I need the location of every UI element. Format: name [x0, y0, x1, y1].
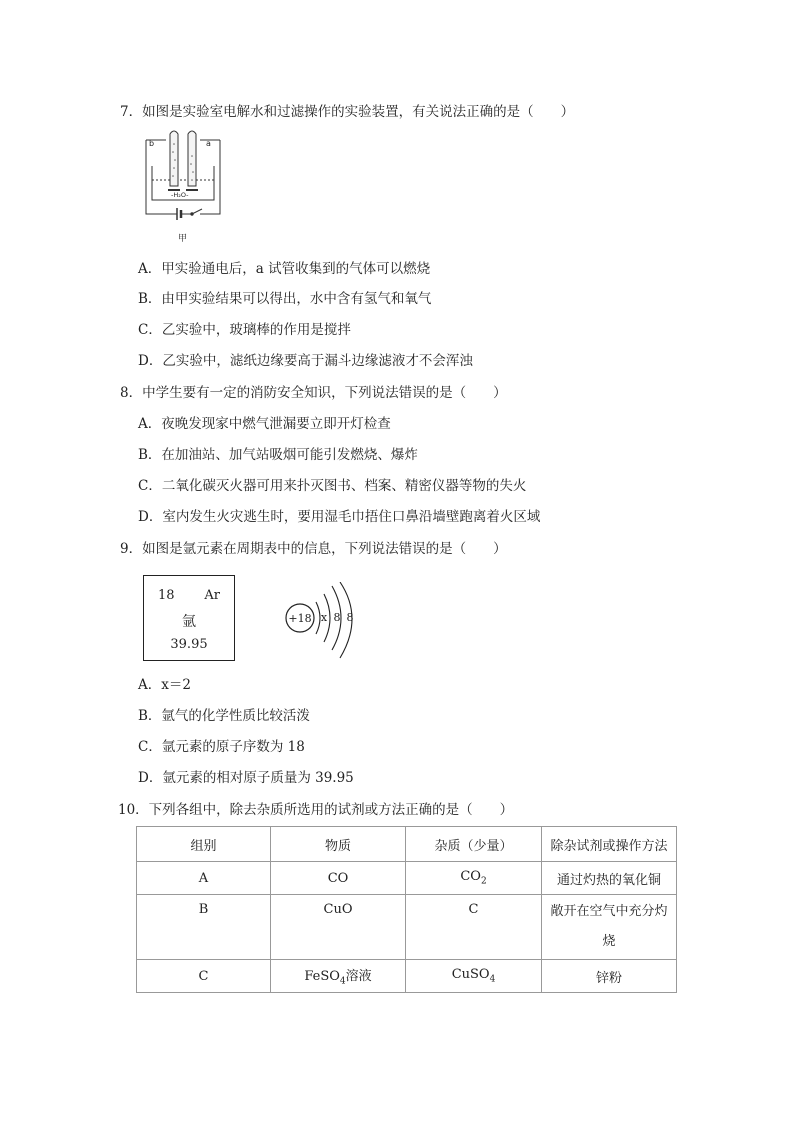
table-cell-group: A [137, 862, 271, 895]
atomic-number: 18 [158, 588, 175, 603]
q8-option-a[interactable]: A．夜晚发现家中燃气泄漏要立即开灯检查 [138, 416, 391, 432]
element-symbol: Ar [204, 588, 220, 603]
q8-stem: 8．中学生要有一定的消防安全知识，下列说法错误的是（ ） [120, 385, 507, 401]
q7-option-b[interactable]: B．由甲实验结果可以得出，水中含有氢气和氧气 [138, 291, 432, 307]
formula-tail: 溶液 [345, 969, 372, 985]
shell-1-electrons: x [320, 611, 328, 624]
figure-jia-label: 甲 [178, 234, 188, 244]
impurity-removal-table [136, 826, 677, 993]
table-header: 组别 [137, 827, 271, 862]
table-row [137, 960, 677, 993]
shell-3-electrons: 8 [346, 611, 354, 624]
q9-option-a[interactable]: A．x＝2 [138, 677, 191, 693]
table-cell-impurity [406, 895, 542, 960]
formula-base: CO [460, 869, 481, 885]
formula-subscript: 4 [339, 976, 346, 987]
table-cell-substance: CO [271, 862, 406, 895]
table-cell-method: 锌粉 [542, 960, 677, 993]
formula-base: CuSO [451, 967, 490, 983]
formula-subscript: 4 [489, 974, 496, 985]
table-row [137, 895, 677, 960]
table-cell-impurity [406, 960, 542, 993]
shell-2-electrons: 8 [333, 611, 341, 624]
water-label: -H₂O- [171, 191, 189, 199]
cell-text: B [198, 902, 209, 917]
tube-a-label: a [206, 139, 211, 148]
table-cell-substance [271, 895, 406, 960]
atomic-mass: 39.95 [170, 637, 208, 652]
cell-text: CuO [323, 902, 353, 917]
table-header-row [137, 827, 677, 862]
q8-option-d[interactable]: D．室内发生火灾逃生时，要用湿毛巾捂住口鼻沿墙壁跑离着火区域 [138, 509, 541, 525]
q7-option-c[interactable]: C．乙实验中，玻璃棒的作用是搅拌 [138, 322, 351, 338]
q8-option-c[interactable]: C．二氧化碳灭火器可用来扑灭图书、档案、精密仪器等物的失火 [138, 478, 527, 494]
table-cell-method: 通过灼热的氧化铜 [542, 862, 677, 895]
nucleus-charge: +18 [288, 612, 312, 625]
cell-text: C [468, 902, 479, 917]
table-header: 物质 [271, 827, 406, 862]
table-cell-substance [271, 960, 406, 993]
q10-stem: 10．下列各组中，除去杂质所选用的试剂或方法正确的是（ ） [118, 802, 514, 818]
q9-option-d[interactable]: D．氩元素的相对原子质量为 39.95 [138, 770, 354, 786]
tube-b-label: b [149, 139, 155, 148]
q7-option-d[interactable]: D．乙实验中，滤纸边缘要高于漏斗边缘滤液才不会浑浊 [138, 353, 473, 369]
table-row [137, 862, 677, 895]
table-cell-group [137, 895, 271, 960]
q7-option-a[interactable]: A．甲实验通电后，a 试管收集到的气体可以燃烧 [138, 261, 431, 277]
table-header: 杂质（少量） [406, 827, 542, 862]
formula-subscript: 2 [480, 876, 487, 887]
formula-base: FeSO [304, 969, 340, 985]
element-name: 氩 [182, 614, 196, 630]
table-header: 除杂试剂或操作方法 [542, 827, 677, 862]
q9-option-c[interactable]: C．氩元素的原子序数为 18 [138, 739, 305, 755]
periodic-table-cell [143, 575, 235, 661]
table-cell-group: C [137, 960, 271, 993]
q9-option-b[interactable]: B．氩气的化学性质比较活泼 [138, 708, 310, 724]
electrolysis-apparatus-figure [140, 126, 230, 246]
table-cell-impurity [406, 862, 542, 895]
table-cell-method [542, 895, 677, 960]
atomic-structure-diagram [282, 582, 362, 662]
q7-stem: 7．如图是实验室电解水和过滤操作的实验装置，有关说法正确的是（ ） [120, 104, 575, 120]
q9-stem: 9．如图是氩元素在周期表中的信息，下列说法错误的是（ ） [120, 541, 507, 557]
q8-option-b[interactable]: B．在加油站、加气站吸烟可能引发燃烧、爆炸 [138, 447, 418, 463]
cell-text: 敞开在空气中充分灼烧 [550, 904, 668, 949]
